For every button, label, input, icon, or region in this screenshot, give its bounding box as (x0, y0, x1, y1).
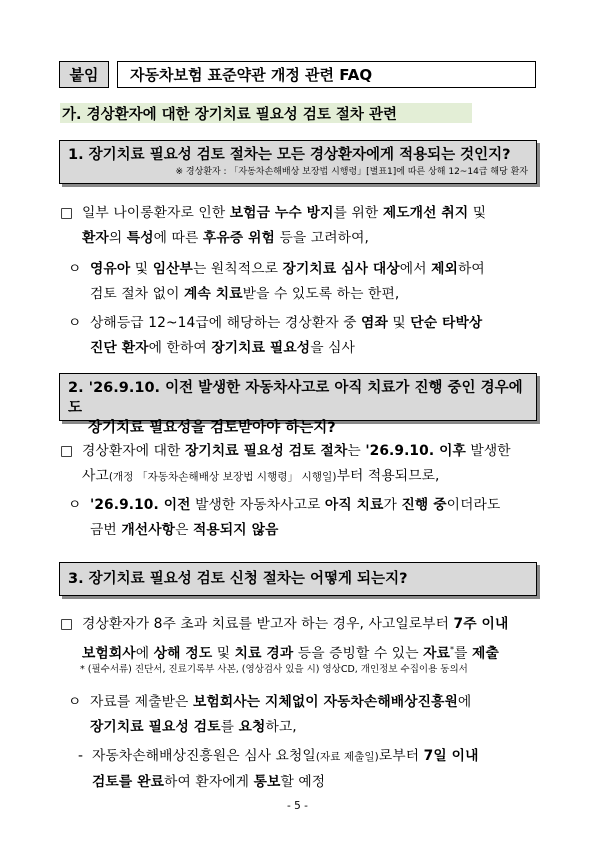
question-2-line-1: 2. '26.9.10. 이전 발생한 자동차사고로 아직 치료가 진행 중인 경우에도 (68, 380, 523, 416)
attachment-tag: 붙임 (59, 61, 109, 88)
square-bullet: □ (60, 205, 74, 221)
question-box-3 (59, 562, 537, 596)
q1-paragraph-2: ㅇ 영유아 및 임산부는 원칙적으로 장기치료 심사 대상에서 제외하여 검토 절차 없이 계속 치료받을 수 있도록 하는 한편, (68, 257, 548, 307)
q1-paragraph-3: ㅇ 상해등급 12~14급에 해당하는 경상환자 중 염좌 및 단순 타박상 진단 환자에 한하여 장기치료 필요성을 심사 (68, 311, 548, 361)
question-3-text: 3. 장기치료 필요성 검토 신청 절차는 어떻게 되는지? (68, 571, 408, 587)
circle-bullet: ㅇ (68, 261, 82, 277)
section-heading: 가. 경상환자에 대한 장기치료 필요성 검토 절차 관련 (60, 103, 472, 123)
q3-paragraph-1: □ 경상환자가 8주 초과 치료를 받고자 하는 경우, 사고일로부터 7주 이내 보험회사에 상해 정도 및 치료 경과 등을 증빙할 수 있는 자료*를 제출 (60, 612, 550, 667)
page-number: - 5 - (287, 800, 308, 812)
dash-bullet: - (78, 748, 84, 764)
square-bullet: □ (60, 443, 74, 459)
document-title: 자동차보험 표준약관 개정 관련 FAQ (117, 61, 536, 88)
q3-paragraph-2: ㅇ 자료를 제출받은 보험회사는 지체없이 자동차손해배상진흥원에 장기치료 필요성 검토를 요청하고, (68, 690, 548, 740)
circle-bullet: ㅇ (68, 315, 82, 331)
circle-bullet: ㅇ (68, 694, 82, 710)
square-bullet: □ (60, 616, 74, 632)
question-1-text: 1. 장기치료 필요성 검토 절차는 모든 경상환자에게 적용되는 것인지? (68, 147, 511, 163)
q2-paragraph-1: □ 경상환자에 대한 장기치료 필요성 검토 절차는 '26.9.10. 이후 발생한 사고(개정 「자동차손해배상 보장법 시행령」 시행일)부터 적용되므로, (60, 439, 550, 490)
question-2-line-2: 장기치료 필요성을 검토받아야 하는지? (88, 420, 336, 436)
q2-paragraph-2: ㅇ '26.9.10. 이전 발생한 자동차사고로 아직 치료가 진행 중이더라도 금번 개선사항은 적용되지 않음 (68, 493, 548, 543)
question-box-1 (59, 140, 537, 184)
q3-paragraph-3: - 자동차손해배상진흥원은 심사 요청일(자료 제출일)로부터 7일 이내 검토를 완료하여 환자에게 통보할 예정 (78, 744, 548, 795)
q3-footnote: * (필수서류) 진단서, 진료기록부 사본, (영상검사 있을 시) 영상CD, 개인정보 수집이용 동의서 (80, 664, 468, 675)
circle-bullet: ㅇ (68, 497, 82, 513)
question-box-2 (59, 373, 537, 436)
q1-paragraph-1: □ 일부 나이롱환자로 인한 보험금 누수 방지를 위한 제도개선 취지 및 환자의 특성에 따른 후유증 위험 등을 고려하여, (60, 201, 550, 251)
question-1-note: ※ 경상환자 : 「자동차손해배상 보장법 시행령」[별표1]에 따른 상해 12~14급 해당 환자 (175, 167, 528, 177)
